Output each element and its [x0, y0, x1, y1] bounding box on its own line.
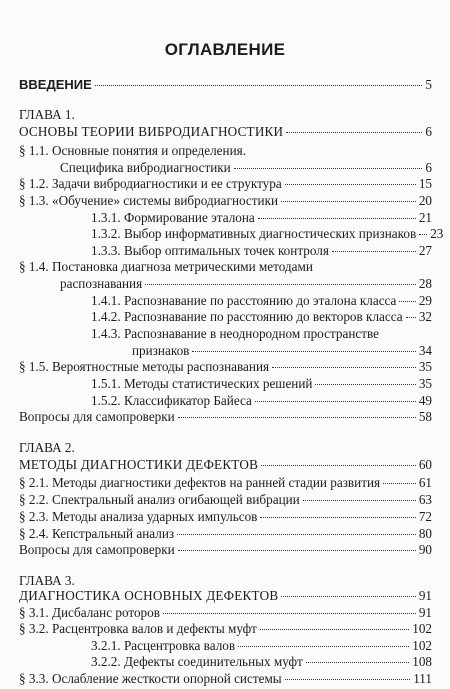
toc-entry[interactable] — [19, 192, 432, 210]
dot-leader — [163, 613, 416, 614]
dot-leader — [95, 85, 423, 86]
toc-entry-text: § 3.2. Расцентровка валов и дефекты муфт — [19, 621, 257, 636]
toc-entry-page: 27 — [418, 243, 432, 258]
toc-entry-text: § 2.2. Спектральный анализ огибающей вибрации — [19, 492, 300, 507]
dot-leader — [260, 517, 415, 518]
toc-entry-text: 3.2.1. Расцентровка валов — [91, 638, 236, 653]
toc-entry-page: 72 — [418, 509, 432, 524]
dot-leader — [281, 201, 416, 202]
toc-entry-page: 23 — [430, 226, 444, 241]
dot-leader — [238, 646, 409, 647]
toc-entry-page: 61 — [418, 475, 432, 490]
toc-entry-text: § 1.1. Основные понятия и определения. — [19, 143, 247, 158]
toc-entry[interactable] — [91, 375, 432, 393]
toc-entry-text: 1.4.2. Распознавание по расстоянию до векторов класса — [91, 309, 403, 324]
dot-leader — [285, 184, 416, 185]
toc-entry-text: § 3.1. Дисбаланс роторов — [19, 605, 160, 620]
toc-entry-page: 90 — [418, 542, 432, 557]
dot-leader — [192, 351, 415, 352]
dot-leader — [261, 465, 416, 466]
dot-leader — [260, 629, 409, 630]
toc-entry-text: 1.5.1. Методы статистических решений — [91, 376, 313, 391]
toc-entry[interactable] — [19, 358, 432, 376]
toc-entry-text: 1.4.1. Распознавание по расстоянию до эталона класса — [91, 293, 397, 308]
toc-entry-page: 35 — [418, 376, 432, 391]
toc-entry[interactable] — [19, 408, 432, 426]
toc-entry[interactable] — [19, 258, 432, 276]
toc-entry-page: 49 — [418, 393, 432, 408]
toc-entry-text: 1.3.3. Выбор оптимальных точек контроля — [91, 243, 329, 258]
toc-entry[interactable] — [19, 508, 432, 526]
page-title: ОГЛАВЛЕНИЕ — [164, 40, 286, 59]
toc-entry[interactable] — [91, 325, 432, 343]
toc-chapter-title[interactable] — [19, 587, 432, 605]
dot-leader — [178, 417, 416, 418]
toc-entry-page: 6 — [425, 124, 432, 139]
dot-leader — [281, 596, 415, 597]
toc-entry-page: 29 — [418, 293, 432, 308]
toc-entry-page: 20 — [418, 193, 432, 208]
toc-entry-page: 80 — [418, 526, 432, 541]
toc-entry-text: § 1.5. Вероятностные методы распознавания — [19, 359, 270, 374]
dot-leader — [419, 234, 427, 235]
toc-entry-page: 102 — [412, 621, 432, 636]
toc-entry-text: § 2.3. Методы анализа ударных импульсов — [19, 509, 258, 524]
toc-entry-page: 6 — [425, 160, 432, 175]
toc-entry[interactable] — [60, 275, 432, 293]
toc-entry-text: МЕТОДЫ ДИАГНОСТИКИ ДЕФЕКТОВ — [19, 457, 259, 472]
toc-entry-page: 28 — [418, 276, 432, 291]
dot-leader — [383, 483, 416, 484]
toc-entry-text: Специфика вибродиагностики — [60, 160, 231, 175]
toc-entry-page: 15 — [418, 176, 432, 191]
toc-entry-text: ДИАГНОСТИКА ОСНОВНЫХ ДЕФЕКТОВ — [19, 588, 279, 603]
toc-entry-page: 102 — [412, 638, 432, 653]
toc-entry[interactable] — [19, 142, 432, 160]
toc-entry[interactable] — [19, 670, 432, 688]
dot-leader — [285, 679, 411, 680]
chapter-label: ГЛАВА 3. — [19, 573, 75, 588]
toc-entry-page: 5 — [425, 77, 432, 92]
dot-leader — [234, 168, 423, 169]
dot-leader — [255, 401, 416, 402]
dot-leader — [177, 534, 416, 535]
dot-leader — [306, 662, 409, 663]
toc-entry-page: 60 — [418, 457, 432, 472]
toc-entry-page: 63 — [418, 492, 432, 507]
toc-entry-text: признаков — [132, 343, 190, 358]
toc-entry-intro[interactable] — [19, 76, 432, 94]
dot-leader — [286, 132, 422, 133]
toc-entry-page: 32 — [418, 309, 432, 324]
toc-entry-text: 1.3.2. Выбор информативных диагностических признаков — [91, 226, 417, 241]
toc-entry-page: 34 — [418, 343, 432, 358]
toc-entry-text: § 1.3. «Обучение» системы вибродиагностики — [19, 193, 279, 208]
toc-entry-text: 3.2.2. Дефекты соединительных муфт — [91, 654, 303, 669]
toc-entry-text: Вопросы для самопроверки — [19, 409, 175, 424]
toc-entry-text: ОСНОВЫ ТЕОРИИ ВИБРОДИАГНОСТИКИ — [19, 124, 284, 139]
toc-entry-text: ВВЕДЕНИЕ — [19, 77, 92, 92]
toc-entry-page: 111 — [413, 671, 432, 686]
toc-entry[interactable] — [91, 225, 444, 243]
chapter-label: ГЛАВА 1. — [19, 107, 75, 122]
dot-leader — [178, 550, 416, 551]
toc-entry-page: 91 — [418, 588, 432, 603]
dot-leader — [303, 500, 416, 501]
toc-entry-text: § 1.4. Постановка диагноза метрическими методами — [19, 259, 313, 274]
toc-entry-page: 91 — [418, 605, 432, 620]
toc-entry-page: 35 — [418, 359, 432, 374]
dot-leader — [272, 367, 416, 368]
toc-entry-text: § 2.4. Кепстральный анализ — [19, 526, 175, 541]
dot-leader — [258, 218, 416, 219]
dot-leader — [315, 384, 415, 385]
toc-chapter-title[interactable] — [19, 456, 432, 474]
toc-entry[interactable] — [91, 653, 432, 671]
toc-entry-page: 108 — [412, 654, 432, 669]
toc-entry-text: 1.5.2. Классификатор Байеса — [91, 393, 252, 408]
toc-entry-text: 1.3.1. Формирование эталона — [91, 210, 255, 225]
toc-entry[interactable] — [19, 175, 432, 193]
toc-entry[interactable] — [19, 620, 432, 638]
toc-entry-text: Вопросы для самопроверки — [19, 542, 175, 557]
dot-leader — [332, 251, 416, 252]
chapter-label: ГЛАВА 2. — [19, 440, 75, 455]
toc-entry[interactable] — [19, 541, 432, 559]
toc-entry-text: § 1.2. Задачи вибродиагностики и ее структура — [19, 176, 282, 191]
toc-entry-text: 1.4.3. Распознавание в неоднородном пространстве — [91, 326, 379, 341]
dot-leader — [145, 284, 416, 285]
toc-entry[interactable] — [91, 308, 432, 326]
dot-leader — [406, 317, 416, 318]
toc-entry[interactable] — [19, 491, 432, 509]
toc-chapter-title[interactable] — [19, 123, 432, 141]
toc-entry-text: распознавания — [60, 276, 143, 291]
dot-leader — [399, 301, 415, 302]
toc-entry-text: § 3.3. Ослабление жесткости опорной системы — [19, 671, 282, 686]
toc-entry-text: § 2.1. Методы диагностики дефектов на ранней стадии развития — [19, 475, 381, 490]
toc-entry-page: 58 — [418, 409, 432, 424]
toc-entry[interactable] — [19, 474, 432, 492]
toc-entry-page: 21 — [418, 210, 432, 225]
